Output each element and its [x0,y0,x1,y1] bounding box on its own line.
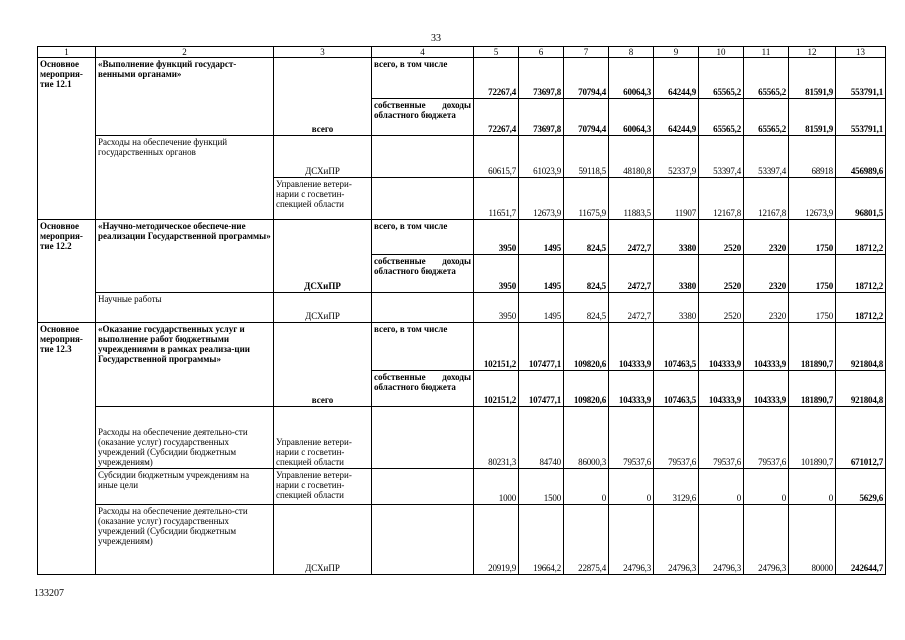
value-cell: 70794,4 [564,58,609,99]
value-cell: 72267,4 [474,58,519,99]
column-header: 2 [96,47,274,58]
value-cell: 109820,6 [564,323,609,371]
value-cell: 2520 [699,220,744,255]
value-cell: 0 [789,469,836,505]
value-cell: 79537,6 [654,407,699,469]
value-cell: 20919,9 [474,505,519,575]
column-header: 13 [836,47,886,58]
funding-source-cell: собственные доходы областного бюджета [372,99,474,136]
value-cell: 107463,5 [654,371,699,407]
value-cell: 181890,7 [789,371,836,407]
value-cell: 80000 [789,505,836,575]
total-cell: 921804,8 [836,371,886,407]
funding-source-cell: собственные доходы областного бюджета [372,255,474,293]
funding-source-cell [372,178,474,220]
funding-source-cell: всего, в том числе [372,220,474,255]
value-cell: 104333,9 [699,371,744,407]
total-cell: 242644,7 [836,505,886,575]
value-cell: 19664,2 [519,505,564,575]
value-cell: 3129,6 [654,469,699,505]
value-cell: 24796,3 [609,505,654,575]
executor-cell: всего [274,323,372,407]
activity-code-cell: Основное мероприя-тие 12.2 [38,220,96,323]
value-cell: 73697,8 [519,99,564,136]
activity-code-cell: Основное мероприя-тие 12.1 [38,58,96,220]
value-cell: 12167,8 [699,178,744,220]
value-cell: 70794,4 [564,99,609,136]
value-cell: 2520 [699,293,744,323]
value-cell: 1495 [519,293,564,323]
value-cell: 11883,5 [609,178,654,220]
executor-cell: Управление ветери-нарии с госветин-спекцией области [274,178,372,220]
funding-source-cell: всего, в том числе [372,58,474,99]
column-header: 7 [564,47,609,58]
value-cell: 1000 [474,469,519,505]
activity-code-cell: Основное мероприя-тие 12.3 [38,323,96,575]
value-cell: 2472,7 [609,220,654,255]
expense-title-cell: Расходы на обеспечение функций государственных органов [96,136,274,220]
executor-cell: Управление ветери-нарии с госветин-спекцией области [274,407,372,469]
value-cell: 11651,7 [474,178,519,220]
value-cell: 1750 [789,220,836,255]
value-cell: 3380 [654,220,699,255]
funding-source-cell: всего, в том числе [372,323,474,371]
value-cell: 60064,3 [609,58,654,99]
value-cell: 824,5 [564,293,609,323]
executor-cell: ДСХиПР [274,293,372,323]
table-row [38,323,886,371]
value-cell: 22875,4 [564,505,609,575]
value-cell: 104333,9 [744,323,789,371]
value-cell: 60064,3 [609,99,654,136]
value-cell: 102151,2 [474,323,519,371]
value-cell: 104333,9 [699,323,744,371]
total-cell: 18712,2 [836,293,886,323]
column-header: 6 [519,47,564,58]
funding-source-cell [372,407,474,469]
value-cell: 81591,9 [789,58,836,99]
executor-cell: ДСХиПР [274,220,372,293]
total-cell: 553791,1 [836,99,886,136]
expense-title-cell: Научные работы [96,293,274,323]
funding-source-cell: собственные доходы областного бюджета [372,371,474,407]
value-cell: 12673,9 [519,178,564,220]
table-row [38,407,886,469]
value-cell: 11675,9 [564,178,609,220]
value-cell: 1750 [789,255,836,293]
value-cell: 102151,2 [474,371,519,407]
value-cell: 2320 [744,255,789,293]
expense-title-cell: Расходы на обеспечение деятельно-сти (оказание услуг) государственных учреждений (Субсидии бюджетным учреждениям) [96,505,274,575]
value-cell: 79537,6 [609,407,654,469]
column-header: 3 [274,47,372,58]
value-cell: 107477,1 [519,323,564,371]
value-cell: 104333,9 [744,371,789,407]
value-cell: 109820,6 [564,371,609,407]
value-cell: 824,5 [564,220,609,255]
value-cell: 2520 [699,255,744,293]
value-cell: 12673,9 [789,178,836,220]
table-row [38,469,886,505]
value-cell: 0 [699,469,744,505]
value-cell: 64244,9 [654,58,699,99]
page-number: 33 [431,33,441,44]
expense-title-cell: Субсидии бюджетным учреждениям на иные цели [96,469,274,505]
value-cell: 24796,3 [744,505,789,575]
total-cell: 456989,6 [836,136,886,178]
value-cell: 2320 [744,220,789,255]
executor-cell: Управление ветери-нарии с госветин-спекцией области [274,469,372,505]
funding-source-cell [372,469,474,505]
total-cell: 18712,2 [836,220,886,255]
column-header: 9 [654,47,699,58]
value-cell: 65565,2 [744,58,789,99]
total-cell: 553791,1 [836,58,886,99]
executor-cell: ДСХиПР [274,136,372,178]
column-header: 4 [372,47,474,58]
value-cell: 2472,7 [609,293,654,323]
value-cell: 65565,2 [699,58,744,99]
total-cell: 18712,2 [836,255,886,293]
total-cell: 96801,5 [836,178,886,220]
value-cell: 0 [564,469,609,505]
table-row [38,293,886,323]
table-row [38,505,886,575]
column-header: 10 [699,47,744,58]
value-cell: 107477,1 [519,371,564,407]
value-cell: 24796,3 [699,505,744,575]
value-cell: 24796,3 [654,505,699,575]
value-cell: 53397,4 [744,136,789,178]
total-cell: 921804,8 [836,323,886,371]
value-cell: 68918 [789,136,836,178]
table-row [38,58,886,99]
activity-title-cell: «Научно-методическое обеспече-ние реализации Государственной программы» [96,220,274,293]
value-cell: 101890,7 [789,407,836,469]
value-cell: 824,5 [564,255,609,293]
value-cell: 104333,9 [609,371,654,407]
column-header: 5 [474,47,519,58]
value-cell: 73697,8 [519,58,564,99]
table-row [38,220,886,255]
value-cell: 86000,3 [564,407,609,469]
footer-code: 133207 [34,588,64,599]
value-cell: 81591,9 [789,99,836,136]
budget-table [37,46,886,575]
value-cell: 60615,7 [474,136,519,178]
value-cell: 65565,2 [744,99,789,136]
value-cell: 53397,4 [699,136,744,178]
activity-title-cell: «Оказание государственных услуг и выполнение работ бюджетными учреждениями в рамках реализа-ции Государственной программы» [96,323,274,407]
value-cell: 61023,9 [519,136,564,178]
value-cell: 52337,9 [654,136,699,178]
value-cell: 3950 [474,255,519,293]
value-cell: 79537,6 [744,407,789,469]
value-cell: 0 [744,469,789,505]
value-cell: 84740 [519,407,564,469]
value-cell: 59118,5 [564,136,609,178]
column-header: 11 [744,47,789,58]
activity-title-cell: «Выполнение функций государст-венными органами» [96,58,274,136]
column-header: 12 [789,47,836,58]
column-header: 8 [609,47,654,58]
value-cell: 64244,9 [654,99,699,136]
value-cell: 3380 [654,255,699,293]
executor-cell: всего [274,58,372,136]
value-cell: 1750 [789,293,836,323]
value-cell: 1500 [519,469,564,505]
value-cell: 12167,8 [744,178,789,220]
value-cell: 80231,3 [474,407,519,469]
value-cell: 65565,2 [699,99,744,136]
column-header: 1 [38,47,96,58]
expense-title-cell: Расходы на обеспечение деятельно-сти (оказание услуг) государственных учреждений (Субсидии бюджетным учреждениям) [96,407,274,469]
value-cell: 3380 [654,293,699,323]
table-row [38,136,886,178]
executor-cell: ДСХиПР [274,505,372,575]
funding-source-cell [372,293,474,323]
value-cell: 11907 [654,178,699,220]
value-cell: 2320 [744,293,789,323]
value-cell: 1495 [519,220,564,255]
funding-source-cell [372,136,474,178]
value-cell: 3950 [474,220,519,255]
value-cell: 2472,7 [609,255,654,293]
total-cell: 671012,7 [836,407,886,469]
value-cell: 104333,9 [609,323,654,371]
funding-source-cell [372,505,474,575]
total-cell: 5629,6 [836,469,886,505]
value-cell: 107463,5 [654,323,699,371]
value-cell: 181890,7 [789,323,836,371]
value-cell: 72267,4 [474,99,519,136]
value-cell: 0 [609,469,654,505]
value-cell: 3950 [474,293,519,323]
column-number-row [38,47,886,58]
value-cell: 48180,8 [609,136,654,178]
value-cell: 1495 [519,255,564,293]
value-cell: 79537,6 [699,407,744,469]
